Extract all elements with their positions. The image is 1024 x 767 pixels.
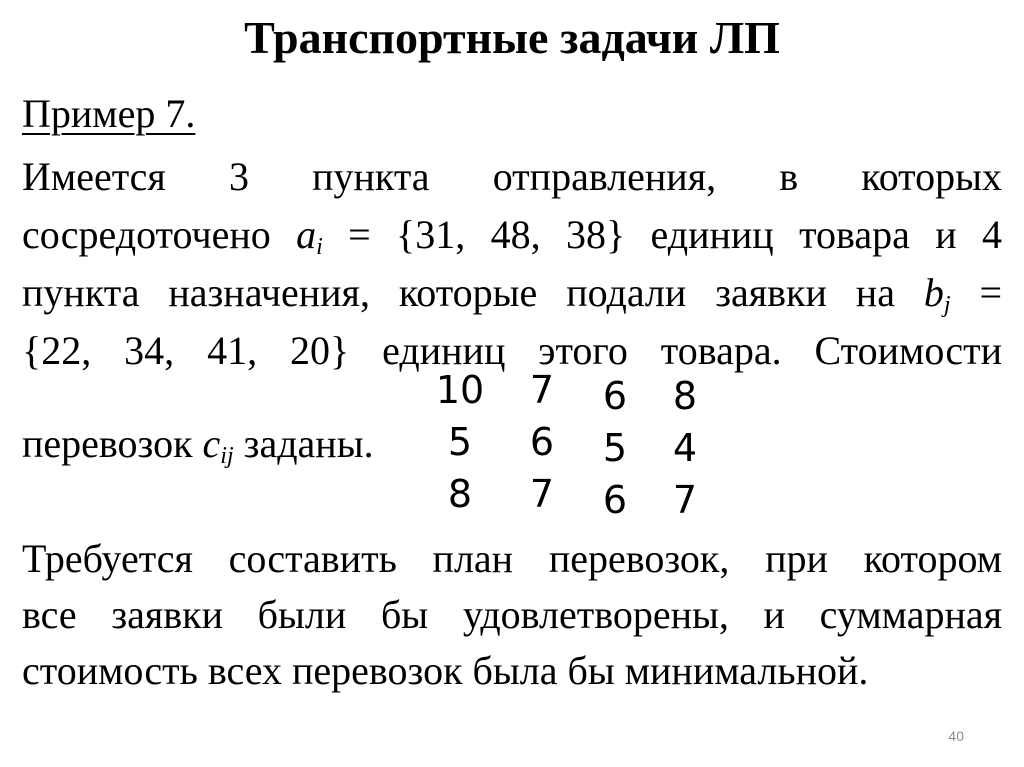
matrix-cell-2-3: 5	[602, 426, 628, 470]
matrix-cell-3-2: 7	[529, 472, 555, 516]
sub-i: i	[316, 234, 323, 260]
matrix-cell-2-2: 6	[529, 420, 555, 464]
problem-statement	[22, 148, 1002, 380]
matrix-cell-1-4: 8	[672, 374, 698, 418]
statement-line-4: {22, 34, 41, 20} единиц этого товара. Стоимости	[22, 328, 1002, 373]
requirement-line-2: все заявки были бы удовлетворены, и суммарная	[22, 592, 1002, 637]
example-label: Пример 7.	[22, 91, 196, 136]
matrix-cell-1-2: 7	[529, 368, 555, 412]
var-a: a	[296, 212, 317, 257]
matrix-cell-1-3: 6	[602, 374, 628, 418]
var-b: b	[923, 270, 944, 315]
matrix-cell-1-1: 10	[435, 368, 485, 412]
statement-line-3: пункта назначения, которые подали заявки на $b_j$ =	[22, 270, 1002, 318]
sub-ij: ij	[220, 443, 234, 469]
matrix-cell-3-3: 6	[602, 478, 628, 522]
matrix-cell-2-4: 4	[672, 426, 698, 470]
var-c: c	[202, 421, 221, 466]
cost-label: перевозок $c_{ij}$ заданы.	[22, 421, 374, 469]
requirement-statement	[22, 530, 1002, 698]
statement-line-2: сосредоточено $a_i = \{31$, 48, 38} единиц товара и 4	[22, 212, 1003, 260]
requirement-line-3: стоимость всех перевозок была бы минимальной.	[22, 648, 869, 693]
matrix-cell-3-1: 8	[447, 472, 473, 516]
requirement-line-1: Требуется составить план перевозок, при котором	[22, 536, 1002, 581]
statement-line-1: Имеется 3 пункта отправления, в которых	[22, 154, 1002, 199]
matrix-cell-2-1: 5	[447, 420, 473, 464]
cost-matrix	[430, 368, 720, 528]
sub-j: j	[943, 292, 951, 318]
slide-title: Транспортные задачи ЛП	[244, 12, 780, 63]
page-number: 40	[948, 728, 964, 744]
matrix-cell-3-4: 7	[672, 478, 698, 522]
